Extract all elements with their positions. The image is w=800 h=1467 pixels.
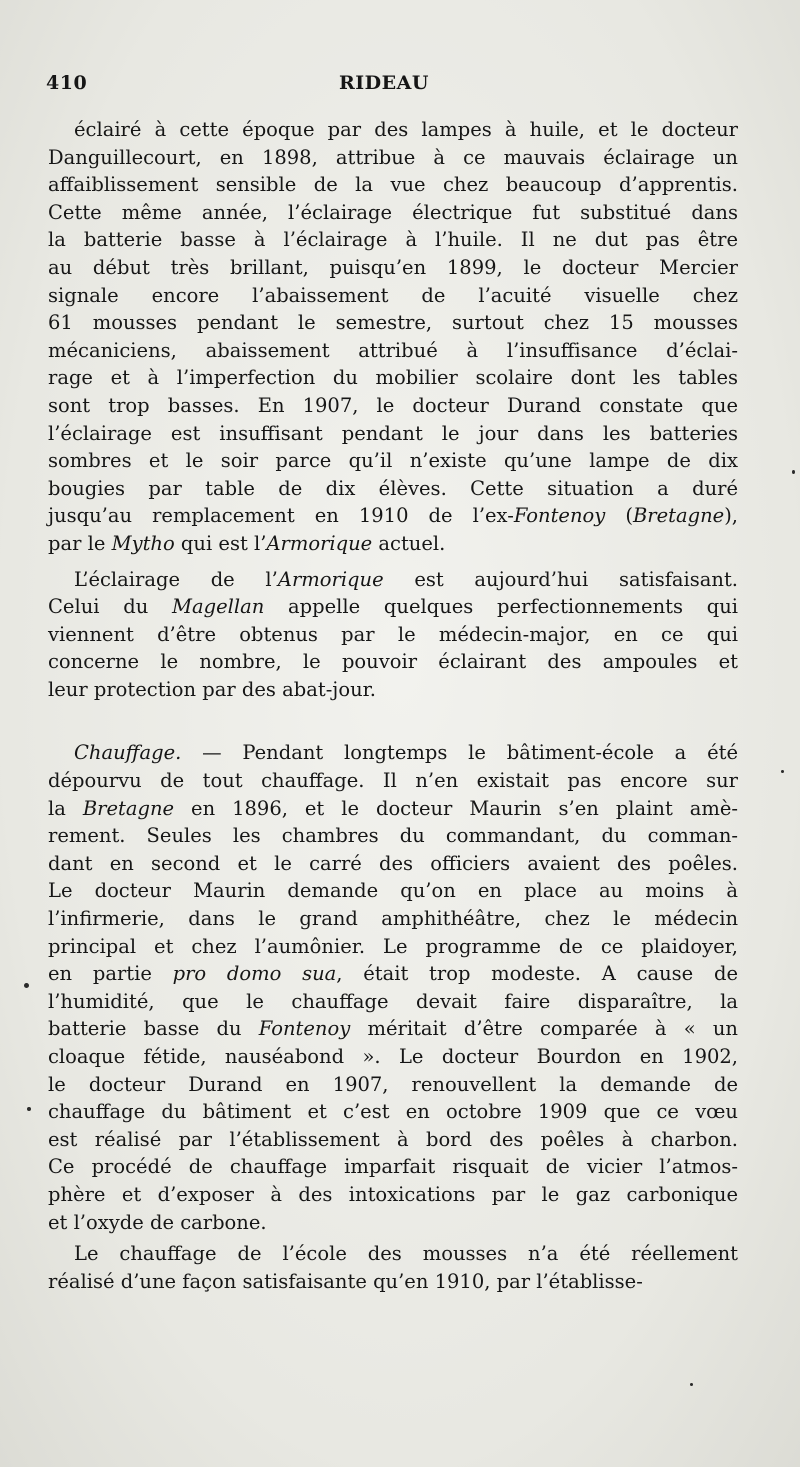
text-line	[48, 1240, 738, 1268]
text-run: l’humidité, que le chauffage devait faire disparaître, la	[48, 989, 738, 1013]
text-run: Cette même année, l’éclairage électrique fut substitué dans	[48, 200, 738, 224]
text-line	[48, 822, 738, 850]
italic-text: pro domo sua	[172, 962, 337, 986]
paragraph-gap	[48, 703, 738, 739]
text-line	[48, 621, 738, 649]
scan-speck	[690, 1383, 693, 1386]
text-run: le docteur Durand en 1907, renouvellent la demande de	[48, 1072, 738, 1096]
text-run: concerne le nombre, le pouvoir éclairant des ampoules et	[48, 650, 738, 674]
text-line	[48, 116, 738, 144]
text-line	[48, 171, 738, 199]
text-line	[48, 1098, 738, 1126]
text-run: actuel.	[372, 531, 446, 555]
text-line	[48, 1153, 738, 1181]
italic-text: Mytho	[111, 531, 175, 555]
text-line	[48, 226, 738, 254]
text-line	[48, 593, 738, 621]
text-line	[48, 960, 738, 988]
text-line	[48, 1043, 738, 1071]
page-number: 410	[46, 72, 88, 94]
text-line	[48, 392, 738, 420]
italic-text: Armorique	[277, 567, 384, 591]
text-run: par le	[48, 531, 112, 555]
text-line	[48, 337, 738, 365]
text-run: affaiblissement sensible de la vue chez beaucoup d’apprentis.	[48, 173, 738, 197]
text-line	[48, 1181, 738, 1209]
text-run: Le chauffage de l’école des mousses n’a été réellement	[74, 1242, 738, 1266]
text-run: leur protection par des abat-jour.	[48, 677, 377, 701]
text-run: Celui du	[48, 595, 173, 619]
text-run: l’infirmerie, dans le grand amphithéâtre, chez le médecin	[48, 907, 738, 931]
scan-speck	[792, 470, 795, 474]
text-line	[48, 676, 738, 704]
text-run: Ce procédé de chauffage imparfait risquait de vicier l’atmos-	[48, 1155, 738, 1179]
text-run: viennent d’être obtenus par le médecin-major, en ce qui	[48, 622, 738, 646]
text-run: 61 mousses pendant le semestre, surtout chez 15 mousses	[48, 311, 738, 335]
text-run: cloaque fétide, nauséabond ». Le docteur Bourdon en 1902,	[48, 1045, 738, 1068]
text-run: et l’oxyde de carbone.	[48, 1210, 267, 1234]
text-run: rement. Seules les chambres du commandant, du comman-	[48, 824, 738, 848]
text-line	[48, 420, 738, 448]
text-line	[48, 447, 738, 475]
text-run: bougies par table de dix élèves. Cette situation a duré	[48, 476, 738, 500]
text-line	[48, 1071, 738, 1099]
italic-text: Magellan	[172, 595, 265, 619]
text-line	[48, 767, 738, 795]
text-run: phère et d’exposer à des intoxications par le gaz carbonique	[48, 1182, 738, 1206]
text-run: la batterie basse à l’éclairage à l’huile. Il ne dut pas être	[48, 228, 738, 252]
text-run: rage et à l’imperfection du mobilier scolaire dont les tables	[48, 366, 738, 390]
text-run: méritait d’être comparée à « un	[350, 1017, 738, 1041]
text-run: est réalisé par l’établissement à bord des poêles à charbon.	[48, 1127, 738, 1151]
italic-text: Bretagne	[632, 504, 725, 528]
text-line	[48, 933, 738, 961]
text-run: sombres et le soir parce qu’il n’existe qu’une lampe de dix	[48, 449, 738, 473]
paragraph-gap	[48, 558, 738, 566]
scan-speck	[781, 770, 784, 773]
text-line	[48, 364, 738, 392]
text-run: en partie	[48, 962, 173, 986]
text-line	[48, 905, 738, 933]
text-run: signale encore l’abaissement de l’acuité visuelle chez	[48, 283, 738, 307]
scan-speck	[27, 1107, 31, 1111]
text-run: mécaniciens, abaissement attribué à l’insuffisance d’éclai-	[48, 338, 738, 362]
running-title: RIDEAU	[339, 72, 429, 94]
italic-text: Fontenoy	[513, 504, 606, 528]
text-line	[48, 530, 738, 558]
text-line	[48, 475, 738, 503]
text-run: est aujourd’hui satisfaisant.	[383, 567, 739, 591]
text-line	[48, 282, 738, 310]
running-head	[46, 72, 746, 104]
text-line	[48, 739, 738, 767]
scan-speck	[24, 983, 29, 988]
text-line	[48, 877, 738, 905]
text-line	[48, 795, 738, 823]
text-line	[48, 648, 738, 676]
text-line	[48, 1015, 738, 1043]
text-run: éclairé à cette époque par des lampes à huile, et le docteur	[74, 118, 738, 141]
body-text	[48, 116, 738, 1295]
text-run: sont trop basses. En 1907, le docteur Durand constate que	[48, 393, 738, 417]
text-run: la	[48, 796, 83, 820]
text-run: dépourvu de tout chauffage. Il n’en existait pas encore sur	[48, 769, 738, 793]
text-run: (	[605, 504, 633, 528]
italic-text: Armorique	[266, 531, 373, 555]
text-line	[48, 850, 738, 878]
paragraph	[48, 116, 738, 558]
paragraph	[48, 739, 738, 1236]
text-run: principal et chez l’aumônier. Le programme de ce plaidoyer,	[48, 934, 738, 958]
text-line	[48, 1209, 738, 1237]
italic-text: Fontenoy	[258, 1017, 351, 1041]
text-run: réalisé d’une façon satisfaisante qu’en 1910, par l’établisse-	[48, 1269, 643, 1293]
text-run: jusqu’au remplacement en 1910 de l’ex-	[48, 504, 514, 528]
text-run: l’éclairage est insuffisant pendant le jour dans les batteries	[48, 421, 738, 445]
text-run: en 1896, et le docteur Maurin s’en plaint amè-	[174, 796, 738, 820]
paragraph	[48, 1240, 738, 1295]
text-run: ),	[724, 504, 738, 528]
text-run: L’éclairage de l’	[74, 567, 278, 591]
text-run: , était trop modeste. A cause de	[336, 962, 738, 986]
text-run: batterie basse du	[48, 1017, 259, 1041]
text-run: — Pendant longtemps le bâtiment-école a été	[181, 741, 738, 765]
text-line	[48, 309, 738, 337]
text-run: qui est l’	[174, 531, 267, 555]
text-line	[48, 566, 738, 594]
text-line	[48, 502, 738, 530]
italic-text: Bretagne	[82, 796, 175, 820]
text-line	[48, 988, 738, 1016]
text-run: chauffage du bâtiment et c’est en octobre 1909 que ce vœu	[48, 1100, 738, 1124]
text-run: Danguillecourt, en 1898, attribue à ce mauvais éclairage un	[48, 145, 738, 169]
text-run: dant en second et le carré des officiers avaient des poêles.	[48, 851, 738, 875]
text-run: au début très brillant, puisqu’en 1899, le docteur Mercier	[48, 255, 738, 279]
text-line	[48, 1268, 738, 1296]
text-run: appelle quelques perfectionnements qui	[264, 595, 738, 619]
text-line	[48, 144, 738, 172]
text-line	[48, 254, 738, 282]
text-run: Le docteur Maurin demande qu’on en place au moins à	[48, 879, 738, 903]
text-line	[48, 199, 738, 227]
paragraph	[48, 566, 738, 704]
text-line	[48, 1126, 738, 1154]
italic-text: Chauffage.	[74, 741, 182, 765]
